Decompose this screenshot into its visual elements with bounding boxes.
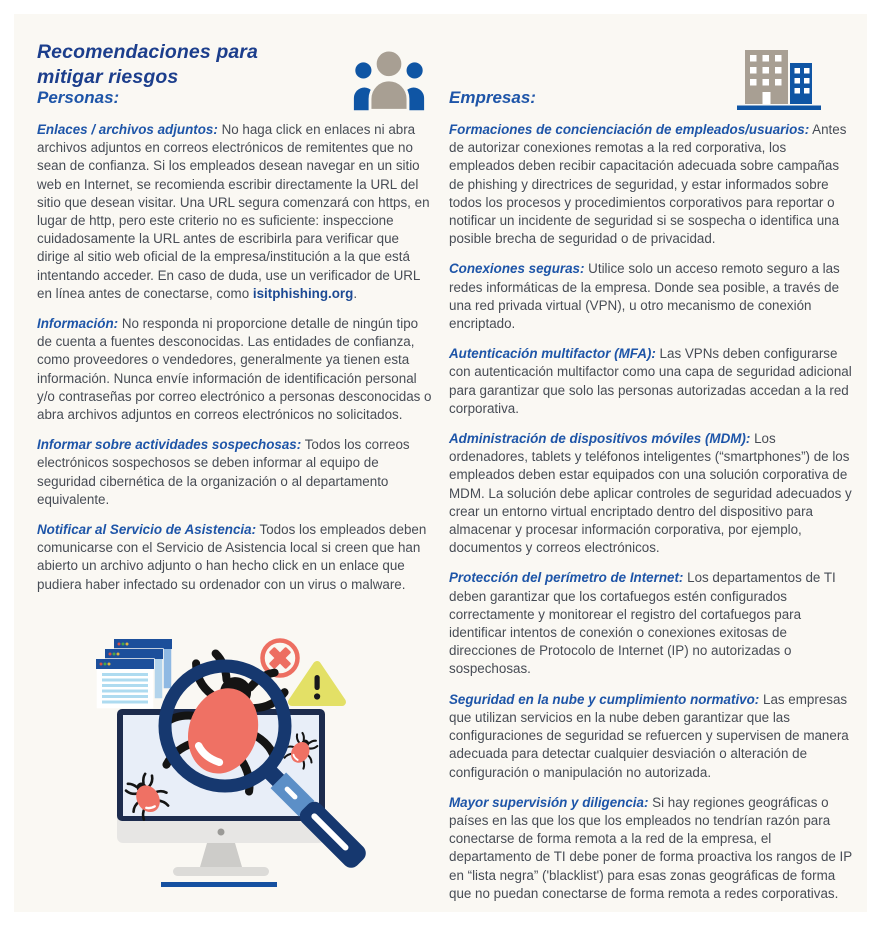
paragraph-lead: Notificar al Servicio de Asistencia: xyxy=(37,522,257,538)
paragraph-lead: Información: xyxy=(37,316,119,332)
empresas-column xyxy=(449,88,852,915)
paragraph xyxy=(37,521,434,594)
content-card xyxy=(14,14,867,912)
paragraph-lead: Conexiones seguras: xyxy=(449,261,585,277)
paragraph xyxy=(449,345,852,418)
paragraph-text: Las empresas que utilizan servicios en la nube deben garantizar que las configuraciones de seguridad se refuercen y supervisen de manera adecuada para detectar cualquier desviación o alteración de configuración o manipulación no autorizada. xyxy=(449,691,849,780)
warning-triangle-icon xyxy=(292,665,342,702)
paragraph-text: Todos los empleados deben comunicarse con el Servicio de Asistencia local si creen que han abierto un archivo adjunto o han hecho click en un enlace que pudiera haber infectado su ordenador con un virus o malware. xyxy=(37,522,427,592)
browser-windows-icon xyxy=(96,639,172,709)
paragraph-lead: Seguridad en la nube y cumplimiento normativo: xyxy=(449,691,760,707)
paragraph-text: Utilice solo un acceso remoto seguro a las redes informáticas de la empresa. Donde sea posible, a través de una red privada virtual (VPN), u otro mecanismo de conexión encriptado. xyxy=(449,261,840,332)
paragraph-lead: Protección del perímetro de Internet: xyxy=(449,570,684,586)
paragraph-text: Los ordenadores, tablets y teléfonos inteligentes (“smartphones”) de los empleados deben estar equipados con una solución corporativa de MDM. La solución debe aplicar controles de seguridad adecuados y crear un entorno virtual encriptado dentro del dispositivo para almacenar y procesar información corporativa, por ejemplo, documentos y correos electrónicos. xyxy=(449,431,852,556)
paragraph-text: Antes de autorizar conexiones remotas a la red corporativa, los empleados deben recibir capacitación adecuada sobre campañas de phishing y directrices de seguridad, y estar informados sobre todos los procesos y procedimientos corporativos para reportar o notificar un incidente de seguridad si se sospecha o identifica una posible brecha de seguridad o de privacidad. xyxy=(449,122,847,247)
malware-scan-illustration xyxy=(95,625,405,900)
paragraph-text: No responda ni proporcione detalle de ningún tipo de cuenta a fuentes desconocidas. Las entidades de confianza, como proveedores o vendedores, generalmente ya tienen esta información. Nunca envíe información de identificación personal y/o contraseñas por correo electrónico a personas desconocidas o abra archivos adjuntos en correos electrónicos no solicitados. xyxy=(37,316,432,423)
paragraph-lead: Administración de dispositivos móviles (MDM): xyxy=(449,431,751,447)
paragraph xyxy=(449,794,852,903)
paragraph-lead: Enlaces / archivos adjuntos: xyxy=(37,122,218,137)
paragraph-text: Todos los correos electrónicos sospechosos se deben informar al equipo de seguridad cibernética de la organización o al departamento equivalente. xyxy=(37,437,410,507)
paragraph xyxy=(37,121,434,303)
paragraph-lead: Mayor supervisión y diligencia: xyxy=(449,794,649,810)
paragraph-suffix: . xyxy=(353,285,358,301)
paragraph-text: Los departamentos de TI deben garantizar que los cortafuegos estén configurados correctamente y monitorear el registro del cortafuegos para identificar intentos de conexión o conexiones exitosas de direcciones de Protocolo de Internet (IP) no autorizadas o sospechosas. xyxy=(449,570,836,677)
paragraph xyxy=(449,569,852,678)
paragraph xyxy=(449,430,852,557)
paragraph xyxy=(37,315,434,424)
paragraph-text: Las VPNs deben configurarse con autenticación multifactor como una capa de seguridad adicional para garantizar que solo las personas autorizadas accedan a la red corporativa. xyxy=(449,346,852,416)
page-title-line2: mitigar riesgos xyxy=(37,65,179,88)
paragraph-lead: Formaciones de concienciación de empleados/usuarios: xyxy=(449,122,810,137)
paragraph xyxy=(449,691,852,782)
page-title-line1: Recomendaciones para xyxy=(37,41,258,64)
paragraph-text: No haga click en enlaces ni abra archivos adjuntos en correos electrónicos de remitentes que no sean de confianza. Si los empleados desean navegar en un sitio web en Internet, se recomienda escribir directamente la URL del sitio que desean visitar. Una URL segura comenzará con https, en lugar de http, pero este criterio no es suficiente: inspeccione cuidadosamente la URL antes de escribirla para verificar que dirige al sitio web oficial de la empresa/institución a la que está intentando acceder. En caso de duda, use un verificador de URL en línea antes de conectarse, como xyxy=(37,122,430,301)
paragraph-lead: Autenticación multifactor (MFA): xyxy=(449,346,656,362)
isitphishing-link: isitphishing.org xyxy=(252,285,354,301)
paragraph xyxy=(449,121,852,248)
paragraph-text: Si hay regiones geográficas o países en las que los que los empleados no tendrían razón para conectarse de forma remota a la red de la empresa, el departamento de TI debe poner de forma proactiva los rangos de IP en “lista negra” ('blacklist') para esas zonas geográficas de forma que no puedan conectarse de forma remota a redes corporativas. xyxy=(449,794,852,901)
paragraph xyxy=(449,260,852,333)
paragraph xyxy=(37,436,434,509)
empresas-heading: Empresas: xyxy=(449,88,536,107)
page-title xyxy=(37,40,258,89)
personas-heading: Personas: xyxy=(37,88,120,107)
paragraph-lead: Informar sobre actividades sospechosas: xyxy=(37,437,302,453)
personas-column xyxy=(37,88,434,606)
